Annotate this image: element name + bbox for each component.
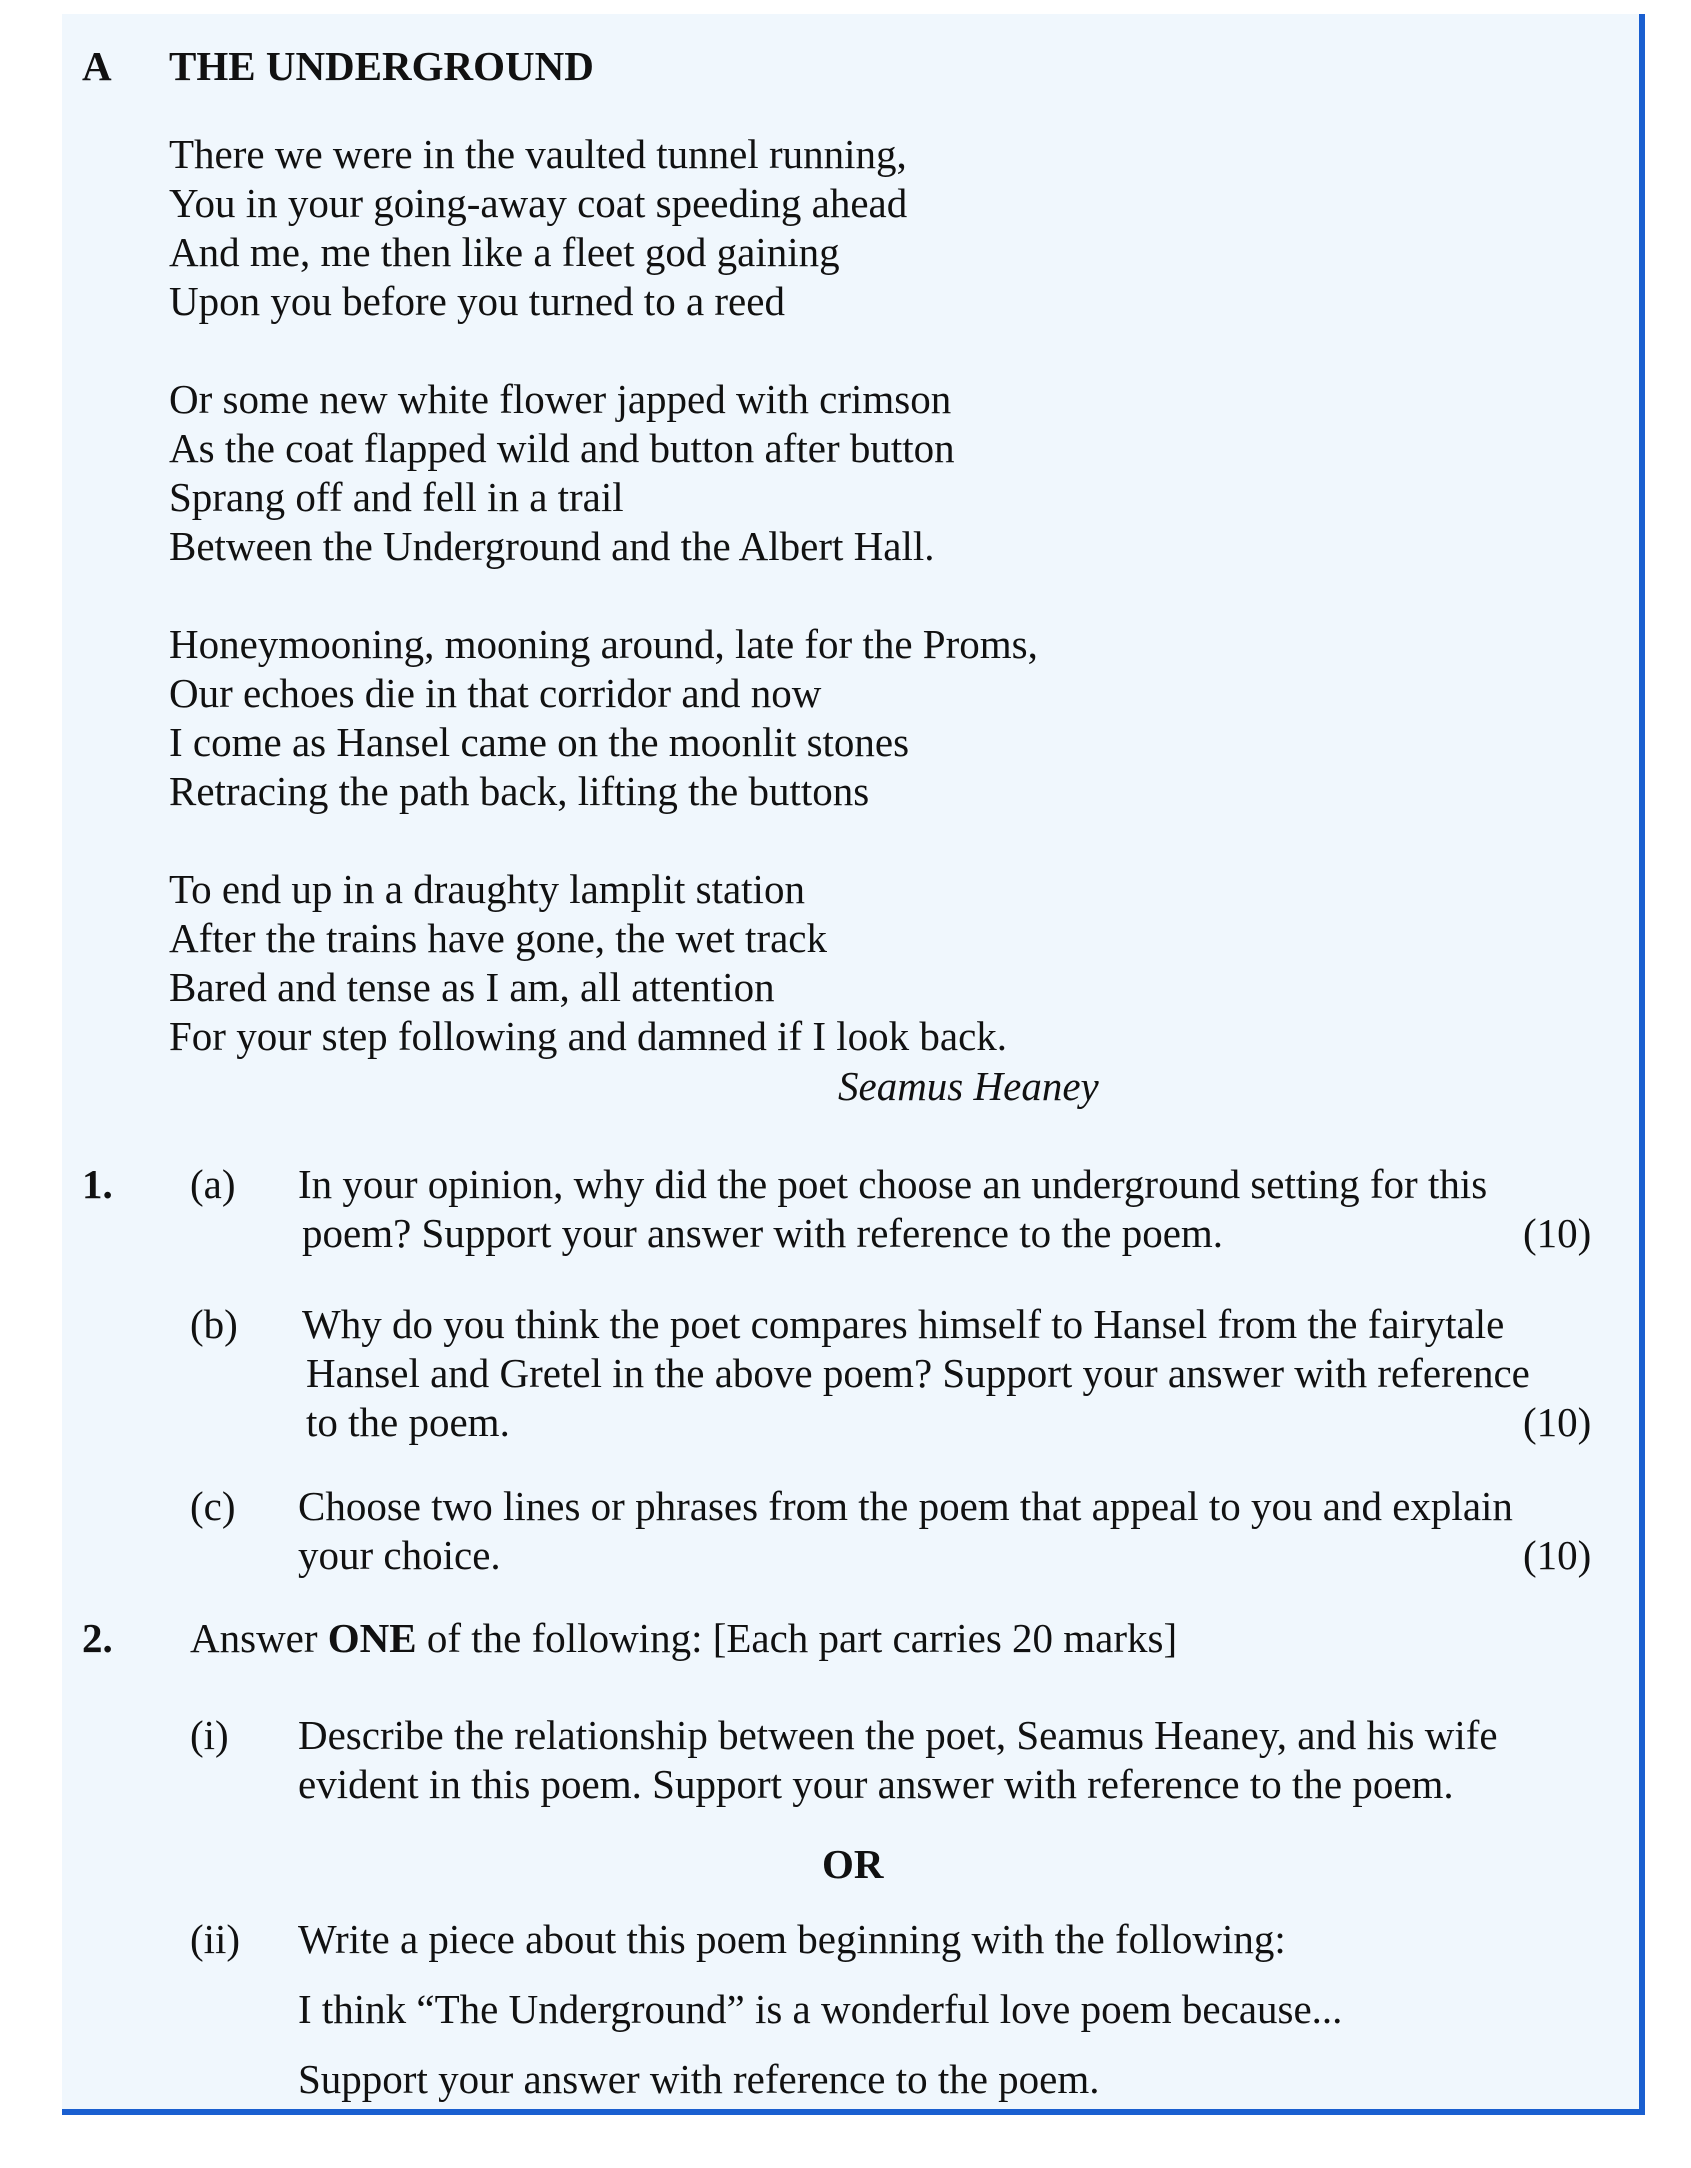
question-2ii-label: (ii) [190,1916,241,1962]
section-title: THE UNDERGROUND [169,43,594,89]
question-line: your choice. [298,1532,501,1578]
intro-text: of the following: [Each part carries 20 marks] [416,1615,1178,1661]
poem-line: Honeymooning, mooning around, late for the Proms, [169,621,1038,667]
question-2-intro [190,1614,1177,1663]
question-2ii-prompt: I think “The Underground” is a wonderful love poem because... [298,1986,1343,2032]
poem-line: Or some new white flower japped with crimson [169,376,952,422]
question-1a-marks: (10) [1523,1210,1592,1256]
poem-line: Upon you before you turned to a reed [169,278,785,324]
poem-stanza-2 [169,375,955,571]
poem-line: To end up in a draughty lamplit station [169,866,805,912]
poem-line: As the coat flapped wild and button after button [169,425,955,471]
question-line: poem? Support your answer with reference to the poem. [302,1210,1224,1256]
question-1c-marks: (10) [1523,1532,1592,1578]
poem-line: There we were in the vaulted tunnel running, [169,131,907,177]
poem-stanza-4 [169,865,1007,1061]
question-1-number: 1. [82,1161,113,1207]
poem-line: You in your going-away coat speeding ahead [169,180,908,226]
question-1c-text [298,1482,1513,1580]
poem-line: Bared and tense as I am, all attention [169,964,775,1010]
question-1c-label: (c) [190,1483,236,1529]
question-line: Describe the relationship between the poet, Seamus Heaney, and his wife [298,1712,1498,1758]
poem-line: Retracing the path back, lifting the buttons [169,768,870,814]
poem-stanza-3 [169,620,1038,816]
question-2ii-line: Write a piece about this poem beginning with the following: [298,1916,1286,1962]
poem-line: Our echoes die in that corridor and now [169,670,822,716]
question-line: evident in this poem. Support your answer with reference to the poem. [298,1761,1454,1807]
intro-text: Answer [190,1615,328,1661]
poem-author: Seamus Heaney [838,1063,1099,1109]
section-letter: A [82,43,112,89]
poem-line: After the trains have gone, the wet track [169,915,828,961]
question-2i-label: (i) [190,1712,229,1758]
intro-emphasis: ONE [327,1615,417,1661]
question-2-number: 2. [82,1615,113,1661]
poem-line: Sprang off and fell in a trail [169,474,624,520]
question-2ii-instruction: Support your answer with reference to the poem. [298,2056,1100,2102]
question-line: Hansel and Gretel in the above poem? Support your answer with reference [306,1350,1530,1396]
poem-line: I come as Hansel came on the moonlit stones [169,719,910,765]
poem-line: For your step following and damned if I look back. [169,1013,1008,1059]
question-1a-text [298,1160,1487,1258]
question-2i-text [298,1711,1498,1809]
question-1b-label: (b) [190,1301,238,1347]
question-line: In your opinion, why did the poet choose an underground setting for this [298,1161,1488,1207]
question-line: Choose two lines or phrases from the poem that appeal to you and explain [298,1483,1513,1529]
question-1b-marks: (10) [1523,1399,1592,1445]
question-line: Why do you think the poet compares himself to Hansel from the fairytale [302,1301,1505,1347]
poem-line: Between the Underground and the Albert Hall. [169,523,935,569]
question-1b-text [302,1300,1530,1447]
poem-stanza-1 [169,130,907,326]
question-line: to the poem. [306,1399,510,1445]
poem-line: And me, me then like a fleet god gaining [169,229,840,275]
question-1a-label: (a) [190,1161,236,1207]
or-separator: OR [822,1841,884,1887]
